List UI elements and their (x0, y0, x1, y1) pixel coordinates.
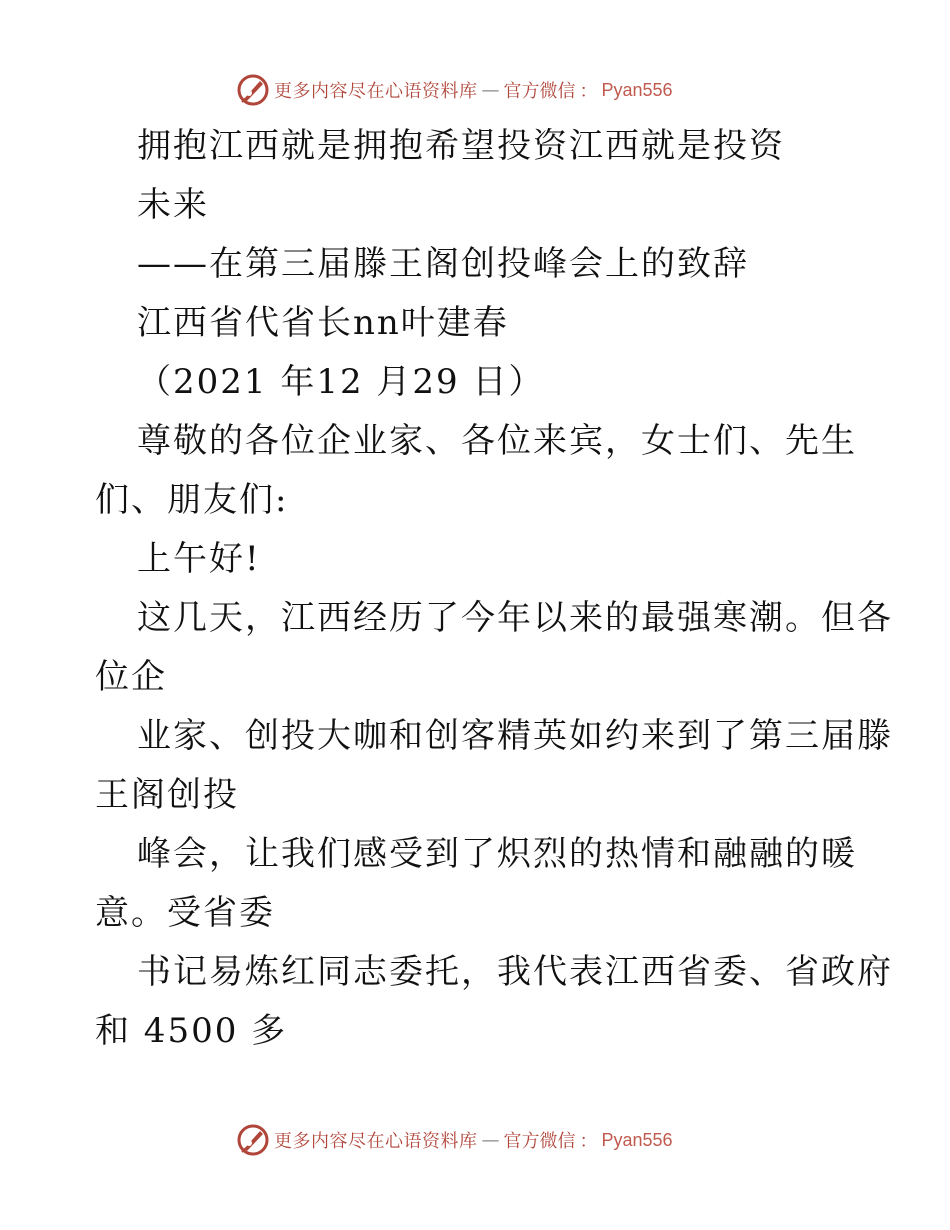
banner-separator: — (481, 79, 500, 101)
banner-colon: ： (579, 1131, 598, 1152)
banner-separator: — (481, 1129, 500, 1151)
doc-line: 书记易炼红同志委托，我代表江西省委、省政府 (137, 952, 893, 992)
doc-title-line-1: 拥抱江西就是拥抱希望投资江西就是投资 (137, 126, 785, 166)
doc-line: 和 4500 多 (95, 1011, 288, 1051)
header-banner (236, 72, 673, 108)
doc-author: 江西省代省长nn叶建春 (137, 303, 509, 343)
banner-wechat-id: Pyan556 (601, 79, 673, 100)
doc-line: 位企 (95, 657, 167, 697)
doc-line: 们、朋友们: (95, 480, 289, 520)
banner-wechat-label: 官方微信 (503, 1131, 576, 1152)
banner-wechat-id: Pyan556 (601, 1129, 673, 1150)
doc-line: 业家、创投大咖和创客精英如约来到了第三届滕 (137, 716, 893, 756)
doc-line: 这几天，江西经历了今年以来的最强寒潮。但各 (137, 598, 893, 638)
doc-line: 峰会，让我们感受到了炽烈的热情和融融的暖 (137, 834, 857, 874)
banner-text: 更多内容尽在心语资料库 (274, 81, 478, 102)
quill-logo-icon (236, 1123, 270, 1157)
doc-date: （2021 年12 月29 日） (137, 362, 545, 402)
doc-subtitle: ——在第三届滕王阁创投峰会上的致辞 (137, 244, 749, 284)
doc-line: 王阁创投 (95, 775, 239, 815)
footer-banner (236, 1122, 673, 1158)
doc-line: 尊敬的各位企业家、各位来宾，女士们、先生 (137, 421, 857, 461)
quill-logo-icon (236, 73, 270, 107)
doc-line: 上午好! (137, 539, 261, 579)
banner-text: 更多内容尽在心语资料库 (274, 1131, 478, 1152)
banner-colon: ： (579, 81, 598, 102)
doc-line: 意。受省委 (95, 893, 275, 933)
doc-title-line-2: 未来 (137, 185, 209, 225)
banner-wechat-label: 官方微信 (503, 81, 576, 102)
